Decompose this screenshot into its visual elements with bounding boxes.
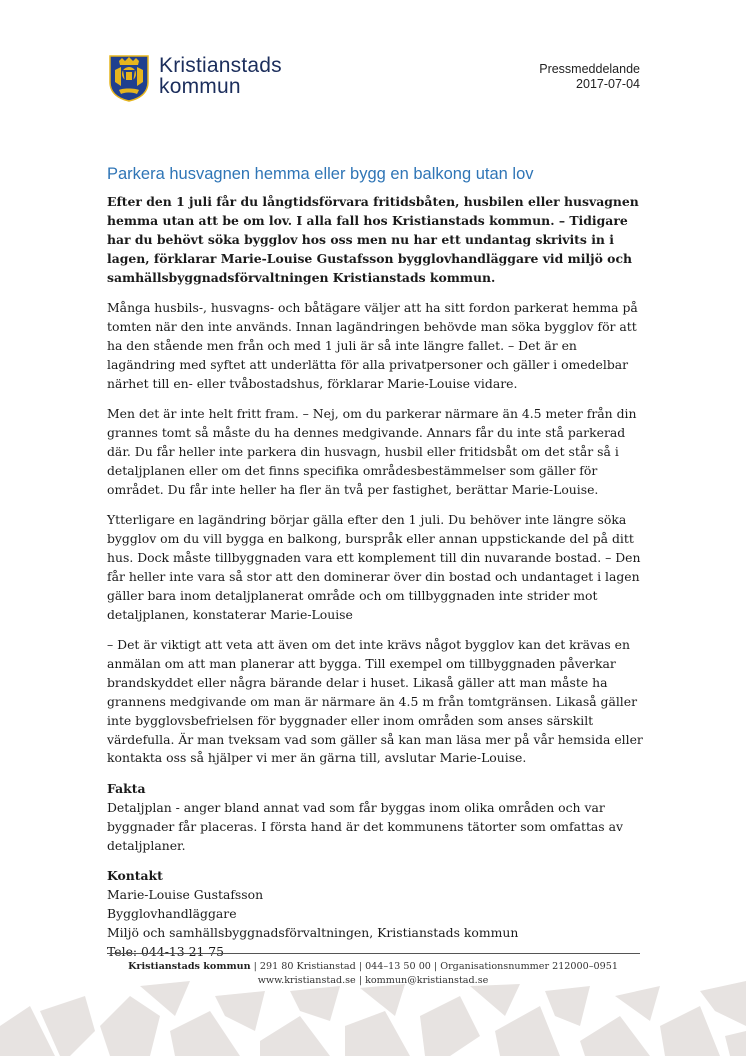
- kontakt-heading: Kontakt: [107, 868, 163, 883]
- kontakt-section: [107, 867, 647, 962]
- body-paragraph-1: Många husbils-, husvagns- och båtägare väljer att ha sitt fordon parkerat hemma på tomten när den inte används. Innan lagändringen behövde man söka bygglov för att ha den stående men från och med 1 juli är så inte längre fallet. – Det är en lagändring med syftet att underlätta för alla privatpersoner och gäller i omedelbar närhet till en- eller tvåbostadshus, förklarar Marie-Louise vidare.: [107, 300, 638, 391]
- page-title: Parkera husvagnen hemma eller bygg en balkong utan lov: [107, 165, 534, 183]
- logo-line-1: Kristianstads: [159, 54, 282, 77]
- footer-web-email: www.kristianstad.se | kommun@kristianstad.se: [257, 975, 489, 986]
- coat-of-arms-icon: [107, 52, 151, 102]
- fakta-section: [107, 780, 647, 856]
- municipality-logo: [107, 52, 282, 102]
- contact-organization: Miljö och samhällsbyggnadsförvaltningen, Kristianstads kommun: [107, 924, 519, 940]
- footer-divider: [107, 953, 640, 954]
- contact-name: Marie-Louise Gustafsson: [107, 886, 264, 902]
- contact-role: Bygglovhandläggare: [107, 905, 237, 921]
- body-paragraph-4: – Det är viktigt att veta att även om det inte krävs något bygglov kan det krävas en anmälan om att man planerar att bygga. Till exempel om tillbyggnaden påverkar brandskyddet eller några bärande delar i huset. Likaså gäller att man måste ha grannens medgivande om man är närmare än 4.5 m från tomtgränsen. Likaså gäller inte bygglovsbefrielsen för byggnader eller inom områden som anses särskilt värdefulla. Är man tveksam vad som gäller så kan man läsa mer på vår hemsida eller kontakta oss så hjälper vi mer än gärna till, avslutar Marie-Louise.: [107, 637, 643, 766]
- press-release-meta: [539, 62, 640, 92]
- footer-org-name: Kristianstads kommun: [128, 961, 251, 972]
- decorative-tile-pattern: [0, 956, 746, 1056]
- fakta-text: Detaljplan - anger bland annat vad som får byggas inom olika områden och var byggnader får placeras. I första hand är det kommunens tätorter som omfattas av detaljplaner.: [107, 799, 623, 853]
- logo-wordmark: [159, 55, 282, 97]
- document-type: Pressmeddelande: [539, 62, 640, 76]
- footer-details: | 291 80 Kristianstad | 044–13 50 00 | Organisationsnummer 212000–0951: [250, 961, 618, 972]
- article-body: [107, 193, 647, 973]
- body-paragraph-3: Ytterligare en lagändring börjar gälla efter den 1 juli. Du behöver inte längre söka bygglov om du vill bygga en balkong, burspråk eller annan uppstickande del på ditt hus. Dock måste tillbyggnaden vara ett komplement till din nuvarande bostad. – Den får heller inte vara så stor att den dominerar över din bostad och undantaget i lagen gäller bara inom detaljplanerat område och om tillbyggnaden inte strider mot detaljplanen, konstaterar Marie-Louise: [107, 512, 641, 622]
- lead-paragraph: Efter den 1 juli får du långtidsförvara fritidsbåten, husbilen eller husvagnen hemma utan att be om lov. I alla fall hos Kristianstads kommun. – Tidigare har du behövt söka bygglov hos oss men nu har ett undantag skrivits in i lagen, förklarar Marie-Louise Gustafsson bygglovhandläggare vid miljö och samhällsbyggnadsförvaltningen Kristianstads kommun.: [107, 194, 639, 285]
- fakta-heading: Fakta: [107, 780, 146, 796]
- release-date: 2017-07-04: [576, 77, 640, 91]
- body-paragraph-2: Men det är inte helt fritt fram. – Nej, om du parkerar närmare än 4.5 meter från din grannes tomt så måste du ha dennes medgivande. Annars får du inte stå parkerad där. Du får heller inte parkera din husvagn, husbil eller fritidsbåt om det står så i detaljplanen eller om det finns specifika områdesbestämmelser som gäller för området. Du får inte heller ha fler än två per fastighet, berättar Marie-Louise.: [107, 406, 637, 497]
- logo-line-2: kommun: [159, 75, 241, 98]
- contact-phone: Tele: 044-13 21 75: [107, 943, 225, 959]
